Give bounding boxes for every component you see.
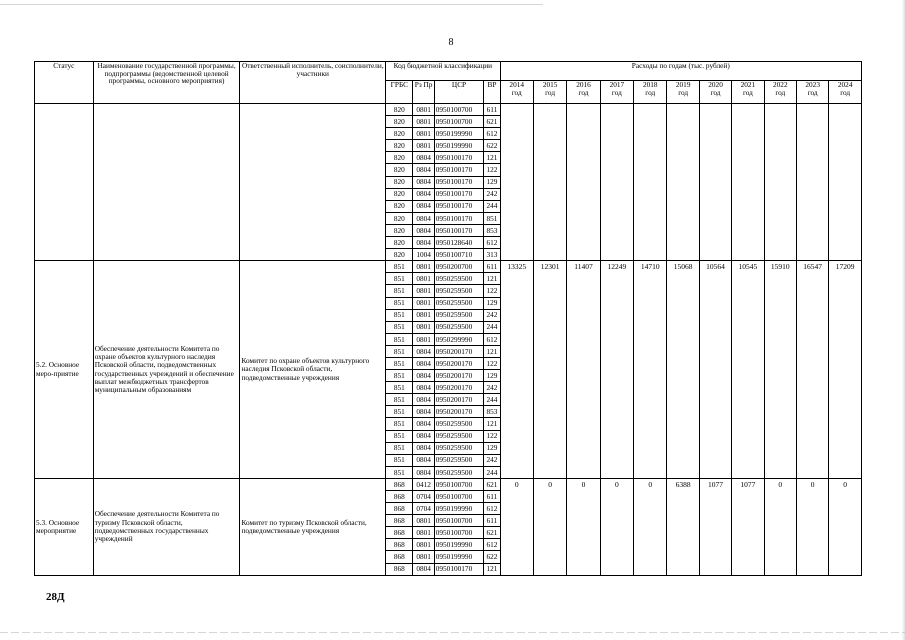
- cell-vr: 622: [484, 140, 500, 152]
- cell-rz-pr: 0804: [413, 394, 434, 406]
- header-year-unit: год: [840, 88, 851, 98]
- cell-program-name: Обеспечение деятельности Комитета по охране объектов культурного наследия Псковской области, подведомственных государственных учреждений и обеспечение выплат межбюджетных трансфертов муниципальным образованиям: [93, 261, 240, 479]
- cell-vr: 611: [484, 515, 500, 527]
- cell-grbs: 851: [386, 297, 413, 309]
- cell-vr: 242: [484, 188, 500, 200]
- cell-grbs: 851: [386, 309, 413, 321]
- cell-csr: 0950100170: [434, 563, 484, 575]
- cell-amount-2015: [533, 104, 566, 261]
- cell-grbs: 868: [386, 563, 413, 575]
- table-body: [35, 104, 862, 576]
- header-year-value: 2024: [837, 80, 853, 89]
- header-year-2020: [699, 81, 731, 104]
- cell-csr: 0950259500: [434, 297, 484, 309]
- cell-rz-pr: 0804: [413, 345, 434, 357]
- cell-rz-pr: 0704: [413, 503, 434, 515]
- header-year-2018: [634, 81, 667, 104]
- header-year-value: 2023: [805, 80, 820, 89]
- cell-rz-pr: 0804: [413, 200, 434, 212]
- cell-amount-2017: 0: [600, 478, 633, 575]
- cell-grbs: 851: [386, 454, 413, 466]
- cell-grbs: 851: [386, 357, 413, 369]
- cell-csr: 0950259500: [434, 454, 484, 466]
- cell-vr: 122: [484, 164, 500, 176]
- cell-status: 5.3. Основное мероприятие: [35, 478, 94, 575]
- header-year-unit: год: [710, 88, 721, 98]
- header-year-value: 2019: [675, 80, 691, 89]
- scan-artifact-bottom: [0, 632, 905, 633]
- cell-csr: 0950200170: [434, 394, 484, 406]
- cell-vr: 242: [484, 382, 500, 394]
- cell-grbs: 851: [386, 406, 413, 418]
- cell-amount-2018: 14710: [634, 261, 667, 479]
- cell-status: 5.2. Основное меро-приятие: [35, 261, 94, 479]
- cell-amount-2015: 0: [533, 478, 566, 575]
- cell-csr: 0950100170: [434, 176, 484, 188]
- cell-csr: 0950100700: [434, 491, 484, 503]
- table-row: [35, 261, 862, 273]
- cell-rz-pr: 0801: [413, 273, 434, 285]
- cell-amount-2020: 1077: [699, 478, 731, 575]
- cell-amount-2014: [500, 104, 533, 261]
- cell-grbs: 820: [386, 128, 413, 140]
- cell-rz-pr: 0804: [413, 382, 434, 394]
- cell-rz-pr: 0804: [413, 164, 434, 176]
- header-rz-pr: Рз Пр: [413, 81, 434, 104]
- cell-amount-2022: 0: [764, 478, 796, 575]
- footer-document-code: 28Д: [46, 591, 65, 603]
- cell-program-name: [93, 104, 240, 261]
- cell-csr: 0950259500: [434, 418, 484, 430]
- cell-grbs: 851: [386, 345, 413, 357]
- cell-rz-pr: 0801: [413, 539, 434, 551]
- cell-grbs: 820: [386, 116, 413, 128]
- cell-rz-pr: 0801: [413, 309, 434, 321]
- cell-grbs: 820: [386, 152, 413, 164]
- cell-vr: 121: [484, 418, 500, 430]
- cell-status: [35, 104, 94, 261]
- header-year-2022: [764, 81, 796, 104]
- table-row: [35, 104, 862, 116]
- cell-vr: 121: [484, 563, 500, 575]
- cell-grbs: 851: [386, 285, 413, 297]
- cell-grbs: 851: [386, 382, 413, 394]
- page-number: 8: [448, 37, 454, 48]
- cell-vr: 244: [484, 394, 500, 406]
- cell-vr: 612: [484, 333, 500, 345]
- cell-csr: 0950259500: [434, 466, 484, 478]
- cell-csr: 0950100710: [434, 249, 484, 261]
- cell-amount-2022: [764, 104, 796, 261]
- cell-csr: 0950200170: [434, 382, 484, 394]
- header-year-2014: [500, 81, 533, 104]
- cell-csr: 0950299990: [434, 333, 484, 345]
- cell-grbs: 820: [386, 164, 413, 176]
- cell-rz-pr: 0804: [413, 466, 434, 478]
- cell-csr: 0950259500: [434, 430, 484, 442]
- cell-csr: 0950100170: [434, 188, 484, 200]
- cell-amount-2024: 17209: [829, 261, 862, 479]
- cell-vr: 621: [484, 527, 500, 539]
- cell-rz-pr: 0801: [413, 116, 434, 128]
- cell-grbs: 820: [386, 212, 413, 224]
- cell-amount-2024: [829, 104, 862, 261]
- header-year-unit: год: [578, 88, 589, 98]
- cell-amount-2021: 10545: [732, 261, 764, 479]
- cell-amount-2016: 0: [567, 478, 600, 575]
- cell-amount-2021: [732, 104, 764, 261]
- cell-csr: 0950200170: [434, 357, 484, 369]
- cell-vr: 244: [484, 466, 500, 478]
- cell-vr: 129: [484, 176, 500, 188]
- cell-amount-2015: 12301: [533, 261, 566, 479]
- cell-csr: 0950199990: [434, 539, 484, 551]
- header-year-unit: год: [645, 88, 656, 98]
- cell-rz-pr: 0801: [413, 104, 434, 116]
- cell-vr: 121: [484, 152, 500, 164]
- cell-vr: 121: [484, 345, 500, 357]
- cell-rz-pr: 0801: [413, 285, 434, 297]
- header-status: Статус: [35, 62, 94, 104]
- header-year-2015: [533, 81, 566, 104]
- header-year-2019: [667, 81, 699, 104]
- cell-amount-2021: 1077: [732, 478, 764, 575]
- cell-vr: 242: [484, 454, 500, 466]
- header-expenses: Расходы по годам (тыс. рублей): [500, 62, 861, 81]
- header-year-unit: год: [678, 88, 689, 98]
- header-year-unit: год: [775, 88, 786, 98]
- header-executor: Ответственный исполнитель, соисполнители, участники: [240, 62, 386, 104]
- cell-vr: 611: [484, 261, 500, 273]
- cell-csr: 0950100170: [434, 200, 484, 212]
- cell-vr: 612: [484, 128, 500, 140]
- header-year-unit: год: [511, 88, 522, 98]
- header-year-value: 2022: [773, 80, 788, 89]
- cell-grbs: 868: [386, 491, 413, 503]
- cell-amount-2016: 11407: [567, 261, 600, 479]
- cell-vr: 853: [484, 406, 500, 418]
- header-csr: ЦСР: [434, 81, 484, 104]
- header-year-2023: [796, 81, 828, 104]
- cell-vr: 611: [484, 491, 500, 503]
- header-budget-code: Код бюджетной классификации: [386, 62, 500, 81]
- scan-artifact-top: [0, 4, 905, 5]
- cell-rz-pr: 0804: [413, 418, 434, 430]
- cell-vr: 621: [484, 478, 500, 490]
- header-year-value: 2018: [642, 80, 658, 89]
- cell-grbs: 868: [386, 478, 413, 490]
- cell-vr: 122: [484, 285, 500, 297]
- cell-rz-pr: 0801: [413, 515, 434, 527]
- cell-rz-pr: 0804: [413, 237, 434, 249]
- cell-csr: 0950100170: [434, 152, 484, 164]
- cell-csr: 0950100700: [434, 116, 484, 128]
- cell-grbs: 851: [386, 394, 413, 406]
- cell-amount-2019: [667, 104, 699, 261]
- cell-csr: 0950199990: [434, 140, 484, 152]
- header-year-2016: [567, 81, 600, 104]
- cell-amount-2018: 0: [634, 478, 667, 575]
- cell-amount-2020: [699, 104, 731, 261]
- cell-executor: [240, 104, 386, 261]
- cell-rz-pr: 0804: [413, 224, 434, 236]
- cell-csr: 0950199990: [434, 503, 484, 515]
- cell-vr: 851: [484, 212, 500, 224]
- cell-amount-2023: [796, 104, 828, 261]
- cell-rz-pr: 0801: [413, 527, 434, 539]
- cell-executor: Комитет по туризму Псковской области, подведомственные учреждения: [240, 478, 386, 575]
- cell-rz-pr: 0804: [413, 370, 434, 382]
- cell-grbs: 868: [386, 503, 413, 515]
- cell-csr: 0950259500: [434, 442, 484, 454]
- cell-grbs: 820: [386, 188, 413, 200]
- cell-amount-2017: 12249: [600, 261, 633, 479]
- cell-csr: 0950200170: [434, 345, 484, 357]
- header-year-value: 2015: [542, 80, 558, 89]
- cell-csr: 0950200170: [434, 406, 484, 418]
- cell-csr: 0950100700: [434, 104, 484, 116]
- table-row: [35, 478, 862, 490]
- cell-rz-pr: 0804: [413, 430, 434, 442]
- cell-rz-pr: 0801: [413, 333, 434, 345]
- header-year-unit: год: [807, 88, 818, 98]
- cell-grbs: 820: [386, 140, 413, 152]
- cell-rz-pr: 0704: [413, 491, 434, 503]
- cell-csr: 0950259500: [434, 285, 484, 297]
- cell-csr: 0950259500: [434, 273, 484, 285]
- cell-grbs: 820: [386, 237, 413, 249]
- cell-csr: 0950100170: [434, 224, 484, 236]
- cell-program-name: Обеспечение деятельности Комитета по туризму Псковской области, подведомственных государственных учреждений: [93, 478, 240, 575]
- cell-grbs: 868: [386, 515, 413, 527]
- cell-grbs: 851: [386, 442, 413, 454]
- cell-vr: 121: [484, 273, 500, 285]
- cell-grbs: 820: [386, 249, 413, 261]
- cell-amount-2020: 10564: [699, 261, 731, 479]
- cell-csr: 0950259500: [434, 309, 484, 321]
- cell-rz-pr: 0801: [413, 128, 434, 140]
- cell-grbs: 868: [386, 551, 413, 563]
- budget-table: [34, 61, 862, 576]
- cell-csr: 0950128640: [434, 237, 484, 249]
- cell-amount-2014: 13325: [500, 261, 533, 479]
- cell-amount-2019: 15068: [667, 261, 699, 479]
- cell-vr: 244: [484, 200, 500, 212]
- cell-vr: 313: [484, 249, 500, 261]
- cell-grbs: 820: [386, 104, 413, 116]
- cell-executor: Комитет по охране объектов культурного наследия Псковской области, подведомственные учреждения: [240, 261, 386, 479]
- cell-rz-pr: 0801: [413, 551, 434, 563]
- cell-grbs: 868: [386, 527, 413, 539]
- cell-csr: 0950100700: [434, 478, 484, 490]
- header-year-2021: [732, 81, 764, 104]
- cell-grbs: 851: [386, 333, 413, 345]
- cell-csr: 0950200700: [434, 261, 484, 273]
- header-year-2024: [829, 81, 862, 104]
- cell-grbs: 851: [386, 261, 413, 273]
- cell-vr: 612: [484, 503, 500, 515]
- cell-rz-pr: 0804: [413, 357, 434, 369]
- cell-vr: 129: [484, 442, 500, 454]
- cell-rz-pr: 0804: [413, 454, 434, 466]
- cell-amount-2024: 0: [829, 478, 862, 575]
- cell-grbs: 851: [386, 430, 413, 442]
- header-year-value: 2017: [609, 80, 625, 89]
- header-grbs: ГРБС: [386, 81, 413, 104]
- cell-vr: 622: [484, 551, 500, 563]
- header-year-2017: [600, 81, 633, 104]
- cell-vr: 129: [484, 370, 500, 382]
- cell-csr: 0950100170: [434, 164, 484, 176]
- cell-csr: 0950199990: [434, 551, 484, 563]
- cell-grbs: 851: [386, 273, 413, 285]
- cell-rz-pr: 0804: [413, 152, 434, 164]
- header-year-value: 2020: [708, 80, 723, 89]
- cell-amount-2023: 0: [796, 478, 828, 575]
- cell-amount-2018: [634, 104, 667, 261]
- cell-amount-2023: 16547: [796, 261, 828, 479]
- table-header: [35, 62, 862, 104]
- cell-amount-2014: 0: [500, 478, 533, 575]
- cell-vr: 122: [484, 430, 500, 442]
- cell-rz-pr: 0804: [413, 212, 434, 224]
- cell-grbs: 820: [386, 200, 413, 212]
- cell-amount-2019: 6388: [667, 478, 699, 575]
- cell-vr: 621: [484, 116, 500, 128]
- cell-rz-pr: 0801: [413, 297, 434, 309]
- header-year-unit: год: [742, 88, 753, 98]
- cell-rz-pr: 0801: [413, 321, 434, 333]
- cell-rz-pr: 0804: [413, 176, 434, 188]
- cell-grbs: 851: [386, 418, 413, 430]
- cell-csr: 0950100700: [434, 527, 484, 539]
- cell-grbs: 820: [386, 224, 413, 236]
- cell-vr: 853: [484, 224, 500, 236]
- cell-vr: 612: [484, 237, 500, 249]
- cell-rz-pr: 0412: [413, 478, 434, 490]
- cell-rz-pr: 0804: [413, 188, 434, 200]
- cell-grbs: 851: [386, 321, 413, 333]
- cell-vr: 612: [484, 539, 500, 551]
- cell-vr: 244: [484, 321, 500, 333]
- cell-csr: 0950259500: [434, 321, 484, 333]
- cell-rz-pr: 1004: [413, 249, 434, 261]
- header-program-name: Наименование государственной программы, подпрограммы (ведомственной целевой программы, основного мероприятия): [93, 62, 240, 104]
- cell-rz-pr: 0801: [413, 261, 434, 273]
- cell-amount-2016: [567, 104, 600, 261]
- header-year-value: 2016: [576, 80, 591, 89]
- cell-grbs: 851: [386, 466, 413, 478]
- cell-vr: 122: [484, 357, 500, 369]
- header-year-unit: год: [611, 88, 622, 98]
- cell-rz-pr: 0804: [413, 563, 434, 575]
- cell-amount-2022: 15910: [764, 261, 796, 479]
- cell-grbs: 820: [386, 176, 413, 188]
- cell-csr: 0950199990: [434, 128, 484, 140]
- cell-vr: 611: [484, 104, 500, 116]
- header-year-unit: год: [545, 88, 556, 98]
- cell-csr: 0950200170: [434, 370, 484, 382]
- cell-grbs: 868: [386, 539, 413, 551]
- cell-vr: 242: [484, 309, 500, 321]
- cell-grbs: 851: [386, 370, 413, 382]
- header-year-value: 2021: [740, 80, 756, 89]
- cell-vr: 129: [484, 297, 500, 309]
- cell-csr: 0950100170: [434, 212, 484, 224]
- cell-rz-pr: 0804: [413, 442, 434, 454]
- cell-rz-pr: 0801: [413, 140, 434, 152]
- header-vr: ВР: [484, 81, 500, 104]
- header-year-value: 2014: [509, 80, 525, 89]
- cell-amount-2017: [600, 104, 633, 261]
- cell-rz-pr: 0804: [413, 406, 434, 418]
- cell-csr: 0950100700: [434, 515, 484, 527]
